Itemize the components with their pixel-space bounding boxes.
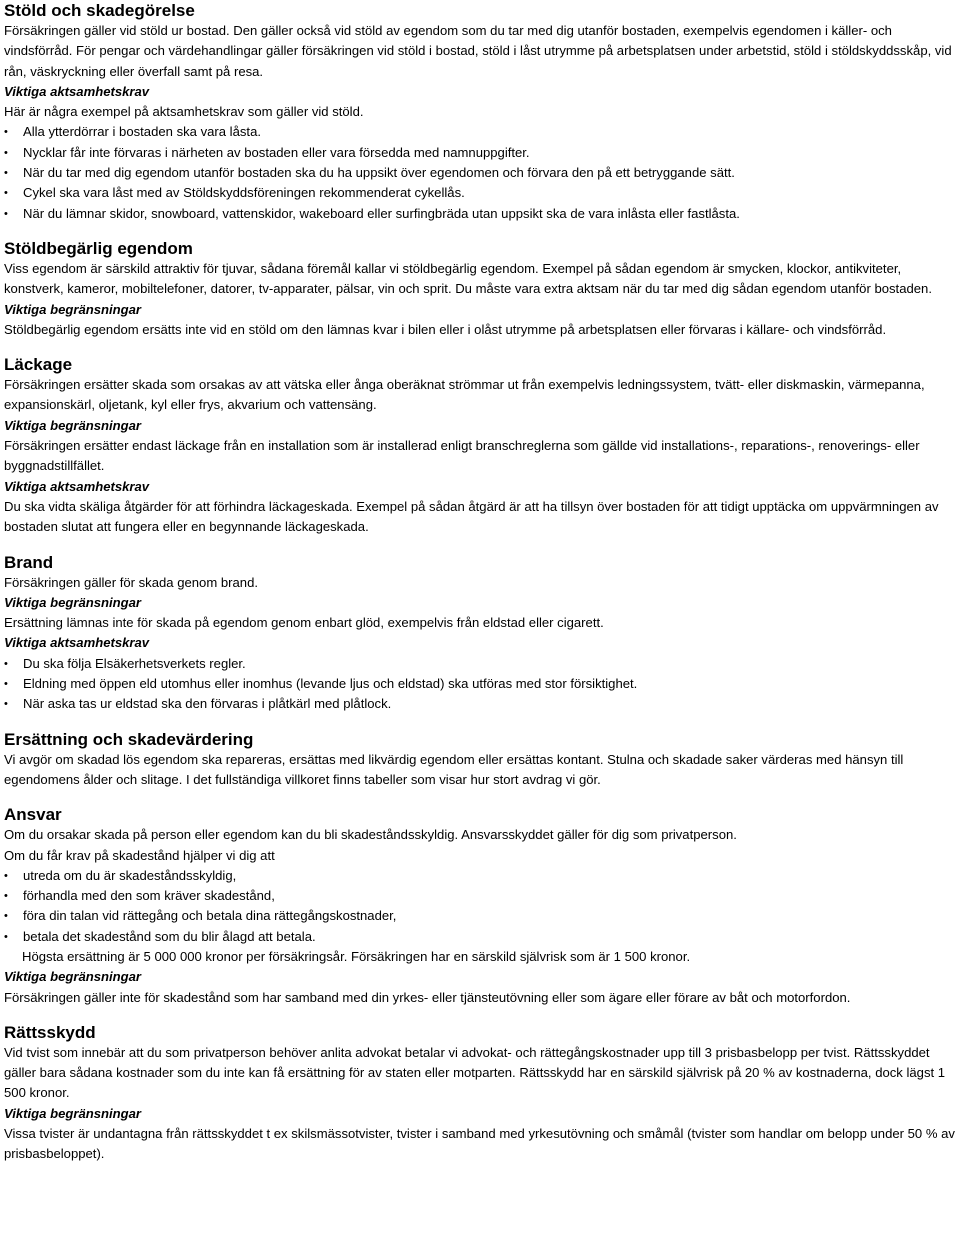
bullet-icon: •: [4, 930, 8, 943]
section-theft-prone-property: [4, 238, 956, 340]
section-theft: [4, 0, 956, 224]
bullet-icon: •: [4, 207, 8, 220]
list-item: • Cykel ska vara låst med av Stöldskyddsföreningen rekommenderat cykellås.: [4, 183, 956, 203]
spacer: [4, 715, 956, 729]
subheading: Viktiga begränsningar: [4, 301, 142, 317]
bullet-icon: •: [4, 698, 8, 711]
bullet-icon: •: [4, 657, 8, 670]
list-item: • När aska tas ur eldstad ska den förvaras i plåtkärl med plåtlock.: [4, 694, 956, 714]
paragraph: Högsta ersättning är 5 000 000 kronor per försäkringsår. Försäkringen har en särskild självrisk som är 1 500 kronor.: [22, 948, 691, 964]
bullet-icon: •: [4, 678, 8, 691]
section-liability: [4, 804, 956, 1008]
paragraph: Försäkringen ersätter skada som orsakas av att vätska eller ånga oberäknat strömmar ut från exempelvis ledningssystem, tvätt- eller diskmaskin, värmepanna, expansionskärl, oljetank, kyl eller frys, akvarium och vattensäng.: [4, 377, 925, 413]
subheading: Viktiga begränsningar: [4, 417, 142, 433]
bullet-list: [4, 866, 956, 947]
spacer: [4, 1008, 956, 1022]
list-item: • utreda om du är skadeståndsskyldig,: [4, 866, 956, 886]
section-title: Läckage: [4, 355, 73, 375]
paragraph: Vid tvist som innebär att du som privatperson behöver anlita advokat betalar vi advokat- och rättegångskostnader upp till 3 prisbasbelopp per tvist. Rättsskyddet gäller bara sådana kostnader som du inte kan få ersättning för av staten eller motparten. Rättsskydd har en särskild självrisk på 20 % av kostnaderna, dock lägst 1 500 kronor.: [4, 1044, 946, 1101]
subheading: Viktiga begränsningar: [4, 1105, 142, 1121]
paragraph: Försäkringen gäller för skada genom brand.: [4, 574, 259, 590]
bullet-list: [4, 122, 956, 223]
section-title: Stöldbegärlig egendom: [4, 238, 193, 258]
paragraph: Vi avgör om skadad lös egendom ska repareras, ersättas med likvärdig egendom eller ersättas kontant. Stulna och skadade saker värderas med hänsyn till egendomens ålder och slitage. I det fullständiga villkoret finns tabeller som visar hur stort avdrag vi gör.: [4, 751, 904, 787]
paragraph: Viss egendom är särskild attraktiv för tjuvar, sådana föremål kallar vi stöldbegärlig egendom. Exempel på sådan egendom är smycken, klockor, antikviteter, konstverk, kameror, mobiltelefoner, datorer, tv-apparater, pälsar, vin och sprit. Du måste vara extra aktsam när du tar med dig sådan egendom utanför bostaden.: [4, 260, 932, 297]
spacer: [4, 340, 956, 354]
paragraph: Försäkringen ersätter endast läckage från en installation som är installerad enligt branschreglerna som gällde vid installations-, reparations-, renoverings- eller byggnadstillfället.: [4, 438, 920, 474]
bullet-icon: •: [4, 869, 8, 882]
list-item: • förhandla med den som kräver skadestånd,: [4, 886, 956, 906]
list-item: • Eldning med öppen eld utomhus eller inomhus (levande ljus och eldstad) ska utföras med stor försiktighet.: [4, 674, 956, 694]
subheading: Viktiga begränsningar: [4, 594, 142, 610]
paragraph: Om du får krav på skadestånd hjälper vi dig att: [4, 847, 275, 863]
bullet-icon: •: [4, 126, 8, 139]
list-item: • Nycklar får inte förvaras i närheten av bostaden eller vara försedda med namnuppgifter.: [4, 143, 956, 163]
section-title: Stöld och skadegörelse: [4, 1, 195, 20]
bullet-list: [4, 654, 956, 715]
subheading: Viktiga begränsningar: [4, 969, 142, 985]
bullet-icon: •: [4, 146, 8, 159]
list-item: • Du ska följa Elsäkerhetsverkets regler.: [4, 654, 956, 674]
subheading: Viktiga aktsamhetskrav: [4, 478, 150, 494]
spacer: [4, 790, 956, 804]
paragraph: Stöldbegärlig egendom ersätts inte vid en stöld om den lämnas kvar i bilen eller i olåst utrymme på arbetsplatsen eller förvaras i källare- och vindsförråd.: [4, 321, 887, 337]
spacer: [4, 538, 956, 552]
list-item: • betala det skadestånd som du blir ålagd att betala.: [4, 927, 956, 947]
list-item: • När du tar med dig egendom utanför bostaden ska du ha uppsikt över egendomen och förvara den på ett betryggande sätt.: [4, 163, 956, 183]
list-item: • När du lämnar skidor, snowboard, vattenskidor, wakeboard eller surfingbräda utan uppsikt ska de vara inlåsta eller fastlåsta.: [4, 204, 956, 224]
paragraph: Försäkringen gäller inte för skadestånd som har samband med din yrkes- eller tjänsteutövning eller som ägare eller förare av båt och motorfordon.: [4, 989, 851, 1005]
paragraph: Vissa tvister är undantagna från rättsskyddet t ex skilsmässotvister, tvister i samband med yrkesutövning och småmål (tvister som handlar om belopp under 50 % av prisbasbeloppet).: [4, 1126, 955, 1162]
paragraph: Om du orsakar skada på person eller egendom kan du bli skadeståndsskyldig. Ansvarsskyddet gäller för dig som privatperson.: [4, 827, 737, 843]
section-fire: [4, 552, 956, 715]
paragraph: Försäkringen gäller vid stöld ur bostad. Den gäller också vid stöld av egendom som du tar med dig utanför bostaden, exempelvis egendomen i käller- och vindsförråd. För pengar och värdehandlingar gäller försäkringen vid stöld i bostad, stöld i låst utrymme på arbetsplatsen under arbetstid, stöld i stöldskyddsskåp, vid rån, väskryckning eller överfall samt på resa.: [4, 23, 952, 79]
paragraph: Du ska vidta skäliga åtgärder för att förhindra läckageskada. Exempel på sådan åtgärd är att ha tillsyn över bostaden för att tidigt upptäcka om uppvärmningen av bostaden slutat att fungera eller en begynnande läckageskada.: [4, 498, 939, 535]
section-legal-protection: [4, 1022, 956, 1165]
spacer: [4, 224, 956, 238]
section-title: Brand: [4, 552, 54, 572]
bullet-icon: •: [4, 187, 8, 200]
bullet-icon: •: [4, 167, 8, 180]
subheading: Viktiga aktsamhetskrav: [4, 83, 150, 99]
bullet-icon: •: [4, 910, 8, 923]
list-item: • föra din talan vid rättegång och betala dina rättegångskostnader,: [4, 906, 956, 926]
bullet-icon: •: [4, 890, 8, 903]
paragraph: Här är några exempel på aktsamhetskrav som gäller vid stöld.: [4, 104, 364, 120]
section-title: Rättsskydd: [4, 1022, 96, 1042]
section-title: Ersättning och skadevärdering: [4, 729, 254, 749]
section-title: Ansvar: [4, 805, 62, 825]
section-leakage: [4, 354, 956, 537]
list-item: • Alla ytterdörrar i bostaden ska vara låsta.: [4, 122, 956, 142]
paragraph: Ersättning lämnas inte för skada på egendom genom enbart glöd, exempelvis från eldstad eller cigarett.: [4, 615, 604, 631]
subheading: Viktiga aktsamhetskrav: [4, 635, 150, 651]
section-compensation: [4, 729, 956, 791]
